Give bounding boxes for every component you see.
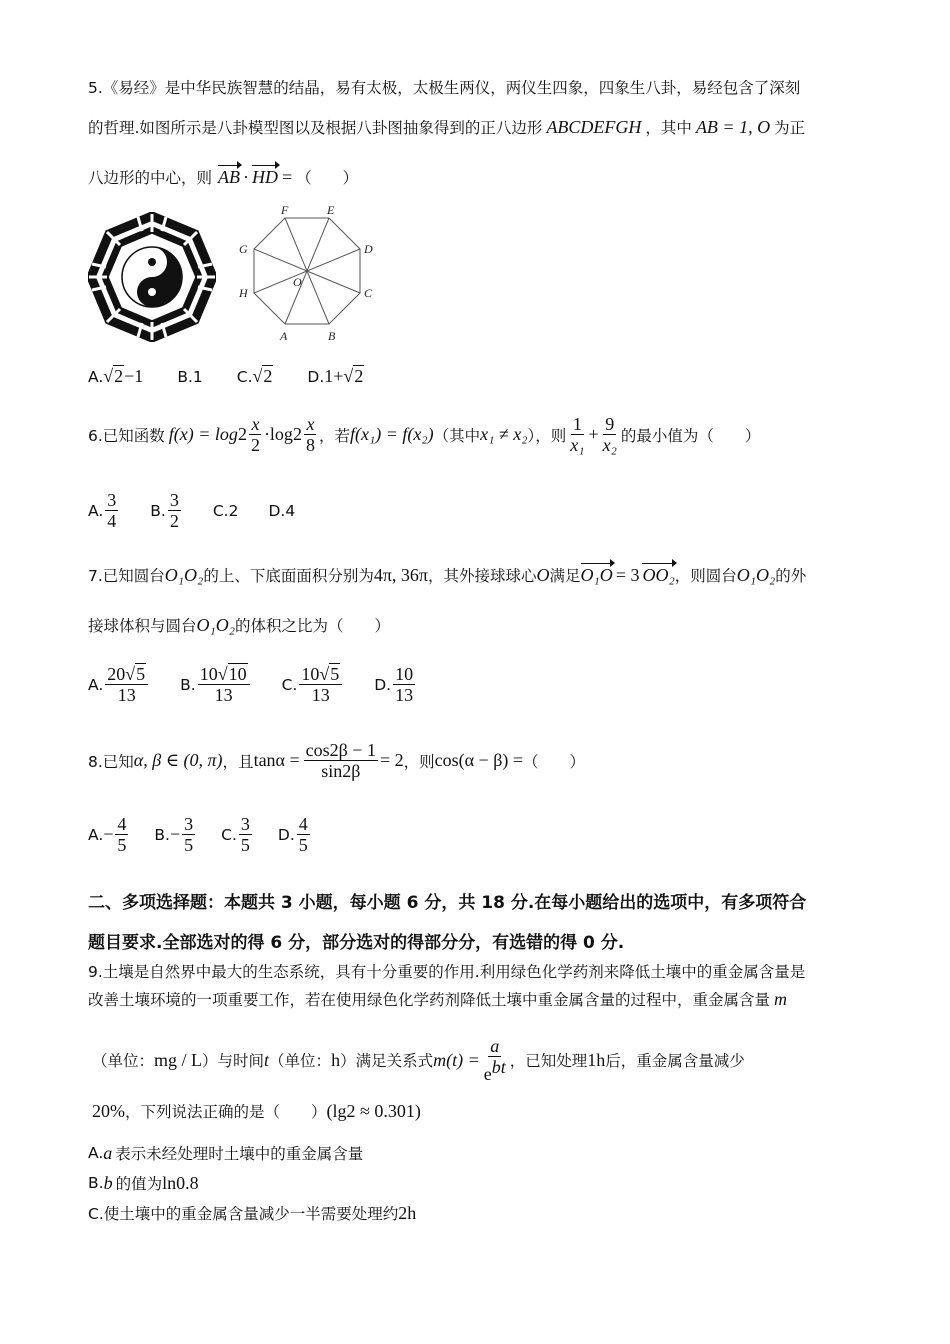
q6-tail: 的最小值为（ ） (620, 426, 761, 445)
q8-answer-paren: （ ） (523, 752, 586, 771)
label-d: D (364, 242, 373, 256)
q9-lg2: (lg2 ≈ 0.301) (326, 1100, 421, 1121)
q7-frustum-2: O₁O₂ (736, 564, 776, 585)
q8-options (88, 814, 312, 855)
q6-option-d: D.4 (268, 501, 296, 520)
q8-stem (88, 740, 585, 781)
q5-line3 (88, 166, 358, 188)
q6-condition-close: ），则 (527, 426, 567, 445)
q7-text-g: 接球体积与圆台 (88, 617, 197, 635)
bagua-figure (88, 212, 216, 342)
q7-text-f: 的外 (775, 567, 807, 585)
q9-option-c: C.使土壤中的重金属含量减少一半需要处理约 2h (88, 1202, 417, 1223)
q5-vector-hd: HD (252, 166, 279, 187)
q5-option-c: C.√2 (236, 366, 273, 386)
q6-stem (88, 414, 760, 455)
q5-answer-paren: （ ） (296, 169, 359, 187)
q5-option-d: D.1+√2 (307, 366, 364, 386)
q9-option-b: B. b 的值为 ln0.8 (88, 1172, 199, 1193)
q8-tan: tanα = (253, 750, 300, 770)
q8-option-c: C. $\frac{3}{5}$ (221, 814, 250, 855)
q5-dot: · (243, 166, 250, 187)
q6-fraction-x-over-8: $\frac{x}{8}$ (305, 414, 315, 455)
q8-text-a: 8.已知 (88, 752, 134, 771)
section2-header-line1: 二、多项选择题：本题共 3 小题，每小题 6 分，共 18 分.在每小题给出的选项中，有多项符合 (88, 893, 807, 913)
q5-vector-ab: AB (218, 166, 241, 187)
q7-frustum-1: O₁O₂ (164, 564, 204, 585)
q7-option-d: D. $\frac{10}{13}$ (374, 664, 414, 705)
q5-line2-text-b: ，其中 (645, 119, 692, 137)
q6-option-c: C.2 (212, 501, 239, 520)
q9-var-t: t (264, 1049, 270, 1070)
q7-vector-oo2: OO₂ (642, 564, 675, 585)
q5-condition: AB = 1, O (695, 116, 771, 137)
q7-text-a: 7.已知圆台 (88, 567, 165, 585)
label-c: C (364, 286, 373, 300)
q6-log-base-1: 2 (237, 424, 247, 444)
q6-option-a: A. $\frac{3}{4}$ (88, 490, 117, 531)
q6-condition-open: （其中 (433, 426, 481, 445)
q7-center-o: O (536, 564, 550, 585)
q7-frustum-3: O₁O₂ (196, 614, 236, 635)
q6-fraction-1-over-x1: $\frac{1}{\text{x₁}}$ (570, 414, 585, 455)
q7-text-d: 满足 (549, 567, 581, 585)
q9-unit: mg / L (154, 1049, 203, 1070)
q9-line3 (92, 1036, 745, 1084)
q7-option-c: C. $\frac{10√5}{13}$ (282, 664, 345, 705)
q9-option-a: A. a 表示未经处理时土壤中的重金属含量 (88, 1142, 364, 1163)
q8-text-c: ，则 (403, 752, 435, 771)
q8-domain: α, β ∈ (0, π) (133, 750, 223, 770)
q7-text-e: ，则圆台 (674, 567, 737, 585)
q9-text-f: ，已知处理 (509, 1052, 588, 1070)
q7-areas: 4π, 36π (373, 564, 429, 585)
q6-function-def: f(x) = log (168, 424, 238, 444)
label-g: G (239, 242, 248, 256)
q6-not-equal: x₁ ≠ x₂ (480, 424, 528, 444)
label-b: B (328, 329, 336, 343)
q7-equals-3: = 3 (615, 564, 640, 585)
label-f: F (281, 204, 289, 217)
q5-line3-text: 八边形的中心，则 (88, 169, 213, 187)
section2-header-line2: 题目要求.全部选对的得 6 分，部分选对的得部分分，有选错的得 0 分. (88, 933, 625, 953)
q6-option-b: B. $\frac{3}{2}$ (150, 490, 179, 531)
q8-option-d: D. $\frac{4}{5}$ (277, 814, 308, 855)
q5-option-a: A.√2−1 (88, 366, 144, 386)
q9-text-c: ）与时间 (202, 1052, 265, 1070)
q6-log-base-2: 2 (292, 424, 302, 444)
q9-line2 (88, 988, 787, 1010)
q8-text-b: ，且 (222, 752, 254, 771)
q7-options (88, 664, 417, 705)
q7-text-h: 的体积之比为（ ） (235, 617, 391, 635)
q8-option-b: B. − $\frac{3}{5}$ (154, 814, 194, 855)
q5-options (88, 366, 364, 387)
q6-if: ，若 (318, 426, 350, 445)
q8-option-a: A. − $\frac{4}{5}$ (88, 814, 127, 855)
q9-fraction: $\frac{a}{e^{bt}}$ (483, 1036, 506, 1084)
q9-text-b: （单位： (92, 1052, 155, 1070)
q6-log-second: ·log (263, 424, 293, 444)
q6-fraction-9-over-x2: $\frac{9}{\text{x₂}}$ (602, 414, 617, 455)
q5-line1: 5.《易经》是中华民族智慧的结晶，易有太极，太极生两仪，两仪生四象，四象生八卦，易经包含了深刻 (88, 79, 801, 97)
q8-cos: cos(α − β) = (434, 750, 523, 770)
q9-var-m: m (774, 988, 788, 1009)
q5-equals: = (282, 166, 293, 187)
label-o: O (293, 275, 302, 289)
label-h: H (239, 286, 248, 300)
q9-text-e: ）满足关系式 (340, 1052, 434, 1070)
octagon-figure (232, 204, 382, 350)
q6-stem-text: 6.已知函数 (88, 426, 165, 445)
q5-line2-text-a: 的哲理.如图所示是八卦模型图以及根据八卦图抽象得到的正八边形 (88, 119, 543, 137)
q7-option-b: B. $\frac{10√10}{13}$ (180, 664, 251, 705)
q6-equal-values: f(x₁) = f(x₂) (349, 424, 434, 444)
label-e: E (327, 204, 335, 217)
q7-line2 (88, 614, 390, 636)
label-a: A (280, 329, 288, 343)
q6-plus: + (588, 424, 599, 444)
q9-line4 (92, 1100, 421, 1122)
q9-text-d: （单位： (269, 1052, 332, 1070)
q9-percent: 20% (92, 1100, 125, 1121)
q9-text-a: 改善土壤环境的一项重要工作，若在使用绿色化学药剂降低土壤中重金属含量的过程中，重金属含量 (88, 991, 771, 1009)
yin-yang-symbol (122, 247, 182, 307)
q7-line1 (88, 564, 806, 586)
q9-1h: 1h (587, 1049, 606, 1070)
q9-line1: 9.土壤是自然界中最大的生态系统，具有十分重要的作用.利用绿色化学药剂来降低土壤中的重金属含量是 (88, 963, 806, 981)
q9-text-g: 后，重金属含量减少 (605, 1052, 745, 1070)
q6-fraction-x-over-2: $\frac{x}{2}$ (250, 414, 260, 455)
q9-mt: m(t) = (433, 1049, 480, 1070)
q9-unit-h: h (331, 1049, 341, 1070)
q7-vector-o1o: O₁O (580, 564, 613, 585)
q5-option-b: B.1 (177, 367, 203, 386)
q8-fraction: $\frac{\cos 2\beta - 1}{\sin 2\beta}$ (305, 740, 376, 781)
q7-text-c: ，其外接球球心 (428, 567, 537, 585)
q8-equals-2: = 2 (379, 750, 404, 770)
q5-line2 (88, 116, 805, 138)
q9-text-h: ，下列说法正确的是（ ） (125, 1103, 327, 1121)
q6-options (88, 490, 295, 531)
q7-text-b: 的上、下底面面积分别为 (203, 567, 374, 585)
q7-option-a: A. $\frac{20√5}{13}$ (88, 664, 150, 705)
q5-line2-text-c: 为正 (774, 119, 806, 137)
q5-octagon-name: ABCDEFGH (546, 116, 642, 137)
